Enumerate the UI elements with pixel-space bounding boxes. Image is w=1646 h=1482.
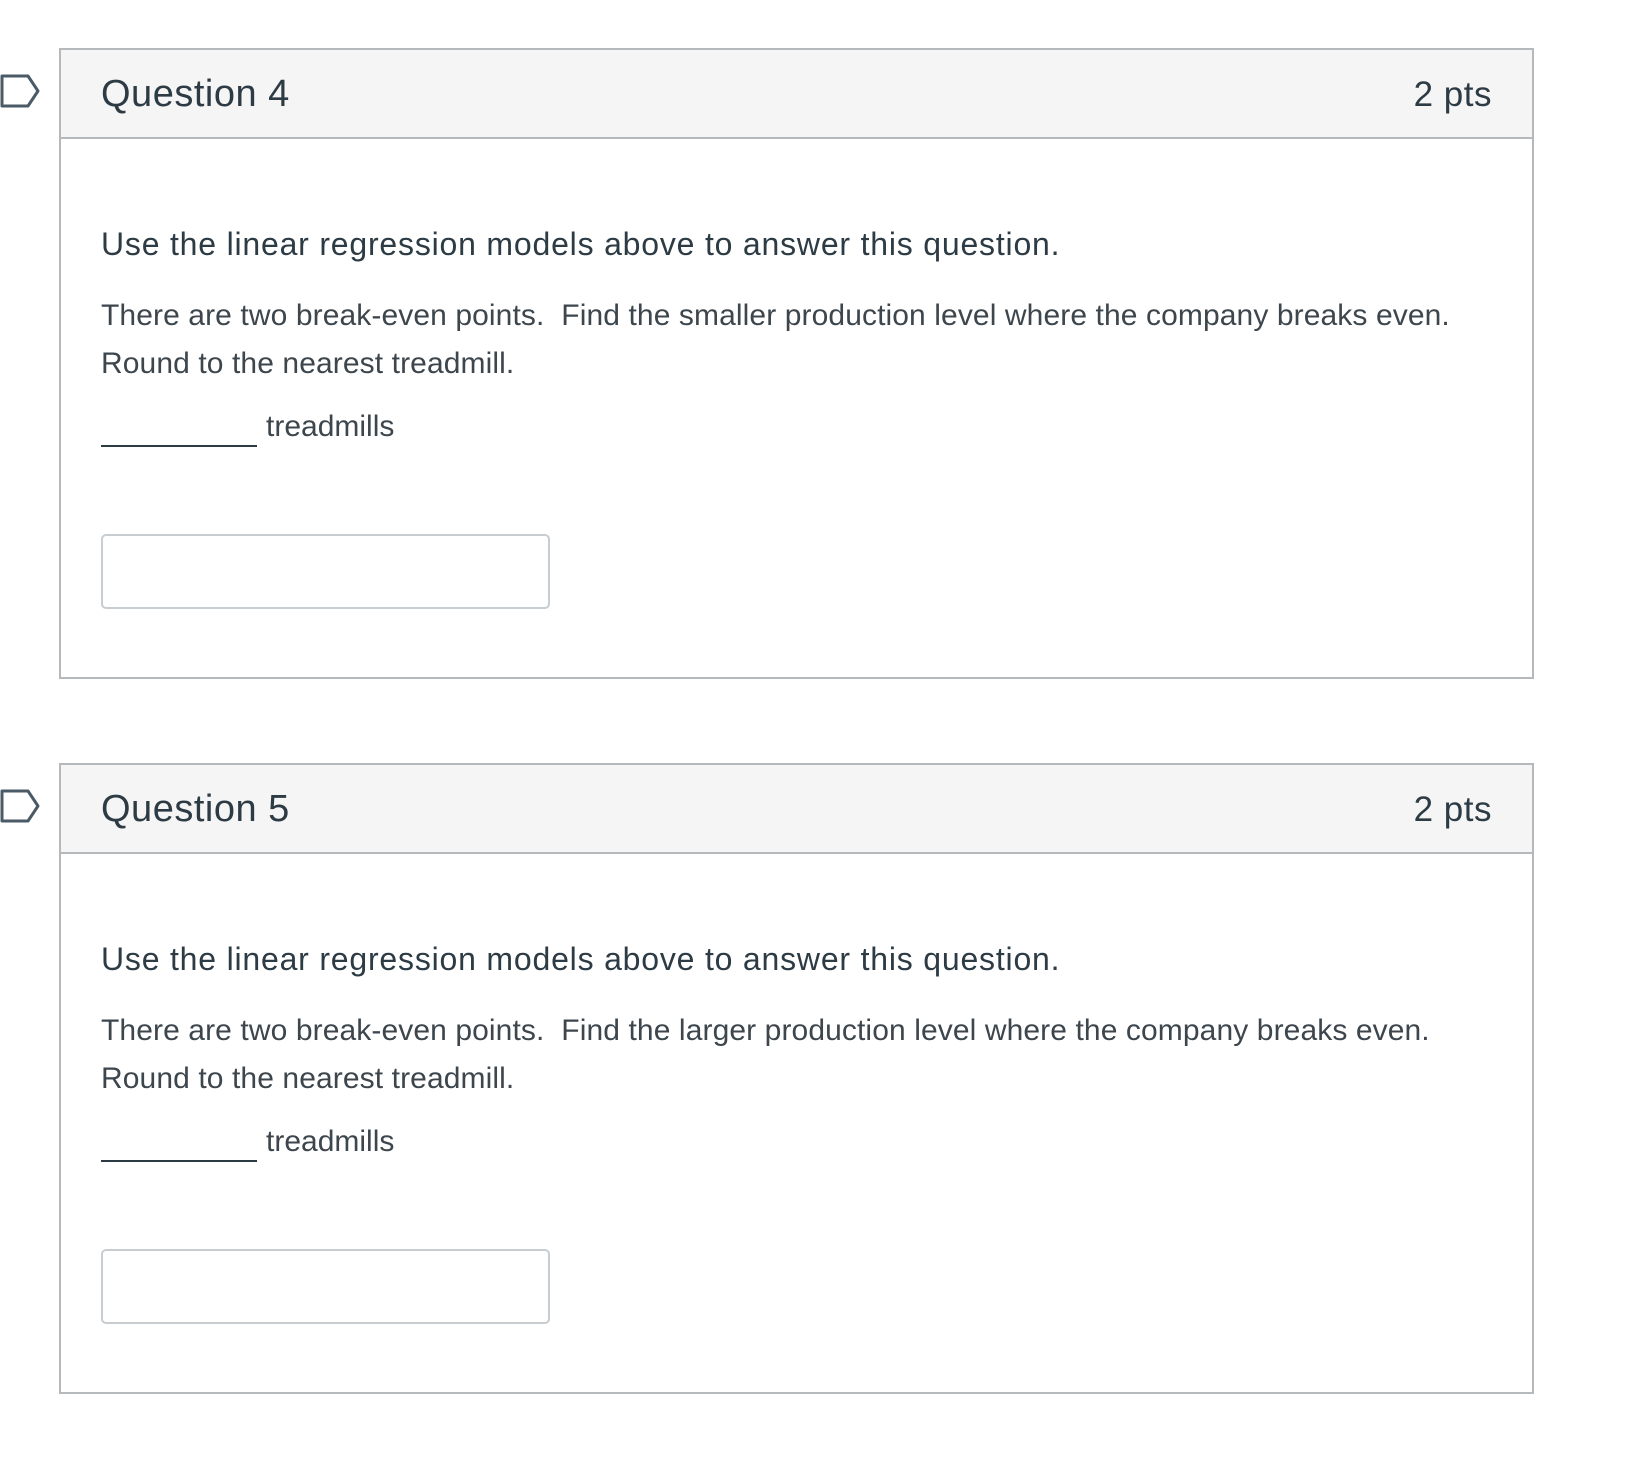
question-header [61, 50, 1532, 139]
question-instruction: Use the linear regression models above to answer this question. [101, 226, 1061, 262]
answer-blank-line [101, 1124, 257, 1162]
answer-unit-label: treadmills [266, 1125, 395, 1158]
answer-blank-row [101, 407, 394, 447]
flag-question-icon[interactable] [0, 787, 42, 825]
answer-input[interactable] [101, 1249, 550, 1324]
question-title: Question 5 [101, 788, 290, 830]
answer-blank-line [101, 409, 257, 447]
question-title: Question 4 [101, 73, 290, 115]
question-points: 2 pts [1413, 790, 1492, 829]
answer-input[interactable] [101, 534, 550, 609]
question-prompt: There are two break-even points. Find the larger production level where the company breaks even. Round to the nearest treadmill. [101, 1014, 1439, 1095]
question-card [59, 48, 1534, 679]
question-header [61, 765, 1532, 854]
question-prompt: There are two break-even points. Find the smaller production level where the company breaks even. Round to the nearest treadmill. [101, 299, 1459, 380]
flag-question-icon[interactable] [0, 72, 42, 110]
question-instruction: Use the linear regression models above to answer this question. [101, 941, 1061, 977]
question-card [59, 763, 1534, 1394]
question-points: 2 pts [1413, 75, 1492, 114]
answer-blank-row [101, 1122, 394, 1162]
answer-unit-label: treadmills [266, 410, 395, 443]
